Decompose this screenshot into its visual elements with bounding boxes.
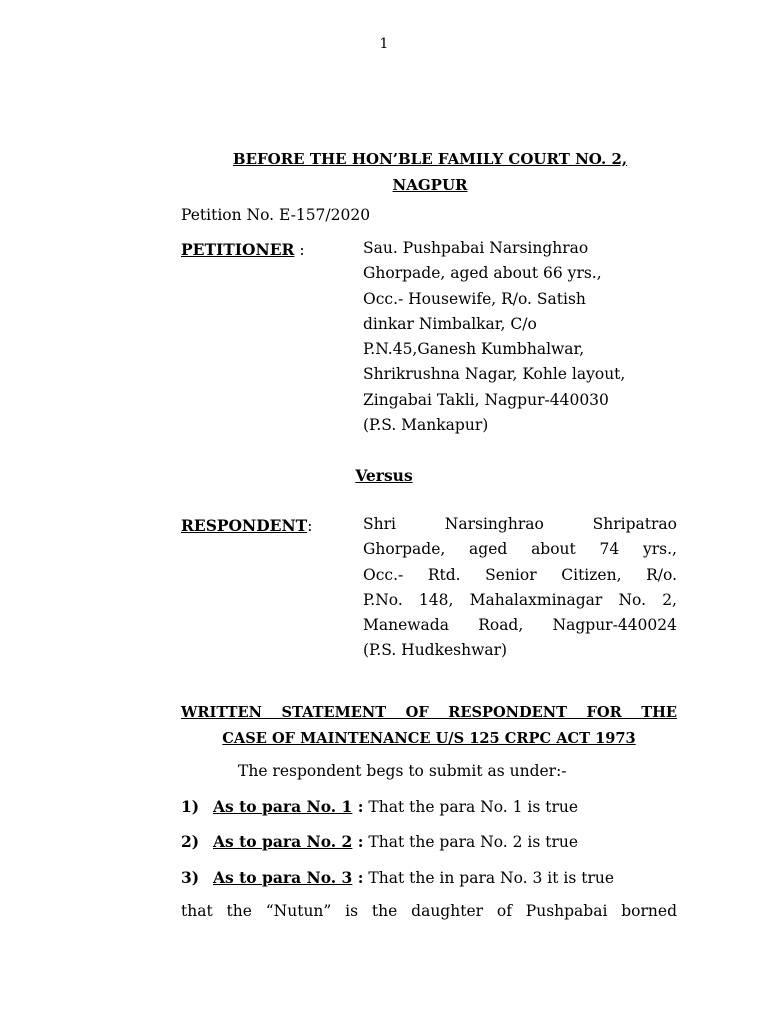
respondent-address-line: P.No. 148, Mahalaxminagar No. 2,	[363, 590, 677, 609]
page-number: 1	[379, 36, 389, 52]
respondent-address	[363, 512, 677, 664]
para-label: As to para No. 1	[213, 797, 353, 816]
petitioner-colon: :	[294, 241, 305, 259]
respondent-address-line: Ghorpade, aged about 74 yrs.,	[363, 540, 677, 559]
para-number: 3)	[181, 868, 200, 887]
para-colon: :	[352, 868, 364, 887]
petitioner-address-line: Occ.- Housewife, R/o. Satish	[363, 289, 586, 308]
respondent-address-line: (P.S. Hudkeshwar)	[363, 641, 508, 660]
written-statement-heading	[181, 700, 677, 752]
petitioner-address-line: Shrikrushna Nagar, Kohle layout,	[363, 365, 626, 384]
respondent-address-line: Shri Narsinghrao Shripatrao	[363, 515, 677, 533]
continuation-text: that the “Nutun” is the daughter of Pushpabai borned	[181, 902, 677, 920]
intro-text: The respondent begs to submit as under:-	[238, 762, 567, 780]
petitioner-address-line: Sau. Pushpabai Narsinghrao	[363, 239, 589, 257]
petitioner-address-line: dinkar Nimbalkar, C/o	[363, 314, 537, 333]
petitioner-address-line: P.N.45,Ganesh Kumbhalwar,	[363, 340, 585, 359]
petitioner-address	[363, 236, 677, 438]
petitioner-address-line: Zingabai Takli, Nagpur-440030	[363, 390, 609, 409]
respondent-label-text: RESPONDENT	[181, 516, 308, 535]
respondent-label	[181, 516, 312, 535]
written-statement-line2: CASE OF MAINTENANCE U/S 125 CRPC ACT 1973	[222, 730, 636, 747]
petitioner-label-text: PETITIONER	[181, 240, 295, 259]
versus-heading: Versus	[355, 466, 413, 485]
petitioner-address-line: (P.S. Mankapur)	[363, 416, 489, 435]
petition-number: Petition No. E-157/2020	[181, 206, 371, 224]
para-number: 1)	[181, 797, 200, 816]
para-1	[181, 797, 578, 816]
respondent-colon: :	[307, 517, 313, 535]
para-label: As to para No. 2	[213, 832, 353, 851]
para-number: 2)	[181, 832, 200, 851]
para-2	[181, 832, 578, 851]
court-title	[170, 146, 690, 198]
para-colon: :	[352, 832, 364, 851]
petitioner-address-line: Ghorpade, aged about 66 yrs.,	[363, 264, 602, 283]
para-label: As to para No. 3	[213, 868, 353, 887]
para-text: That the para No. 1 is true	[363, 798, 579, 816]
para-text: That the para No. 2 is true	[363, 833, 579, 851]
written-statement-line1: WRITTEN STATEMENT OF RESPONDENT FOR THE	[181, 704, 677, 721]
para-colon: :	[352, 797, 364, 816]
court-title-line1: BEFORE THE HON’BLE FAMILY COURT NO. 2,	[232, 150, 628, 168]
respondent-address-line: Manewada Road, Nagpur-440024	[363, 616, 677, 635]
para-text: That the in para No. 3 it is true	[363, 869, 615, 887]
court-title-line2: NAGPUR	[392, 176, 468, 194]
para-3	[181, 868, 614, 887]
respondent-address-line: Occ.- Rtd. Senior Citizen, R/o.	[363, 565, 677, 584]
petitioner-label	[181, 240, 305, 259]
